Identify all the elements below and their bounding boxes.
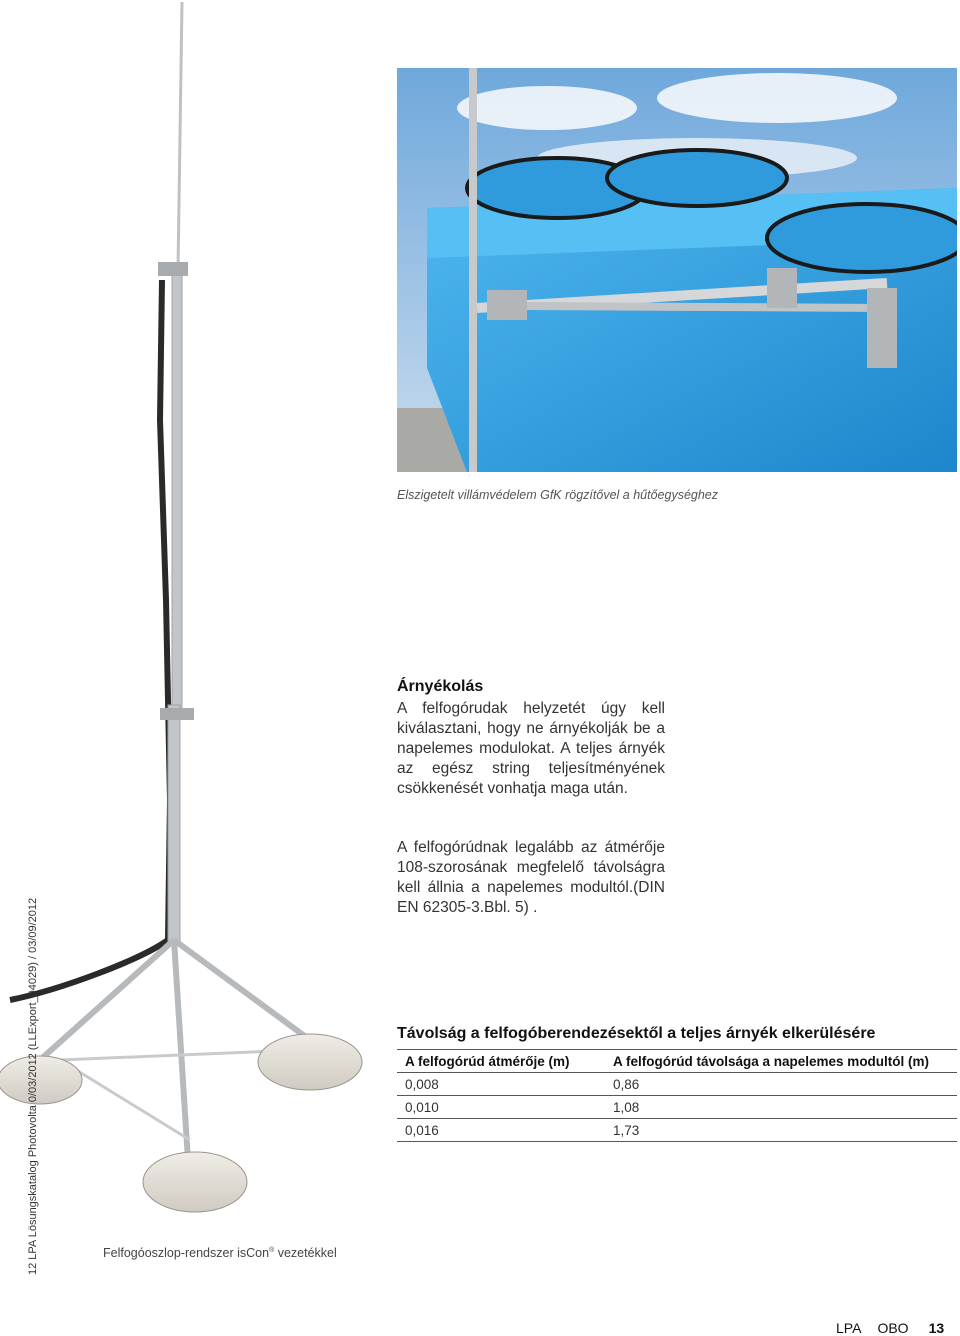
clamp-top	[158, 262, 188, 276]
mast-illustration	[0, 0, 380, 1240]
cooling-unit-photo	[397, 68, 957, 472]
table-cell: 0,008	[397, 1073, 605, 1096]
footer-brand: OBO	[877, 1320, 909, 1336]
registered-mark: ®	[269, 1246, 275, 1254]
column-header: A felfogórúd távolsága a napelemes modultól (m)	[605, 1050, 957, 1073]
concrete-base	[258, 1034, 362, 1090]
mast-caption	[103, 1246, 337, 1260]
air-terminal-rod	[178, 2, 182, 270]
tripod-leg	[174, 940, 310, 1040]
mast-lower	[168, 705, 180, 945]
mast-caption-suffix: vezetékkel	[274, 1246, 337, 1260]
side-margin-text: 12 LPA Lösungskatalog Photovolta 0/03/2012 (LLExport_04029) / 03/09/2012	[27, 897, 39, 1275]
section-title: Árnyékolás	[397, 678, 484, 695]
table-cell: 1,73	[605, 1119, 957, 1142]
paragraph: A felfogórudak helyzetét úgy kell kiválasztani, hogy ne árnyékolják be a napelemes modulokat. A teljes árnyék az egész string teljesítményének csökkenését vonhatja maga után.	[397, 700, 665, 797]
table-cell: 0,86	[605, 1073, 957, 1096]
distance-table	[397, 1049, 957, 1142]
mast-upper	[172, 268, 182, 708]
table-header-row	[397, 1050, 957, 1073]
table-row	[397, 1096, 957, 1119]
mast-caption-text: Felfogóoszlop-rendszer isCon	[103, 1246, 270, 1260]
table-row	[397, 1119, 957, 1142]
clamp-mid	[160, 708, 194, 720]
tripod-leg	[40, 940, 174, 1060]
concrete-base	[143, 1152, 247, 1212]
table-cell: 1,08	[605, 1096, 957, 1119]
column-header: A felfogórúd átmérője (m)	[397, 1050, 605, 1073]
tripod-leg	[174, 940, 188, 1160]
page-footer	[836, 1320, 944, 1336]
page-number: 13	[928, 1320, 945, 1336]
paragraph: A felfogórúdnak legalább az átmérője 108-szorosának megfelelő távolságra kell állnia a napelemes modultól.(DIN EN 62305-3.Bbl. 5) .	[397, 839, 665, 916]
footer-section: LPA	[836, 1320, 862, 1336]
photo-caption: Elszigetelt villámvédelem GfK rögzítővel a hűtőegységhez	[397, 488, 718, 502]
table-cell: 0,016	[397, 1119, 605, 1142]
air-terminal-rod	[469, 68, 477, 472]
table-title: Távolság a felfogóberendezésektől a teljes árnyék elkerülésére	[397, 1025, 876, 1042]
table-row	[397, 1073, 957, 1096]
table-cell: 0,010	[397, 1096, 605, 1119]
